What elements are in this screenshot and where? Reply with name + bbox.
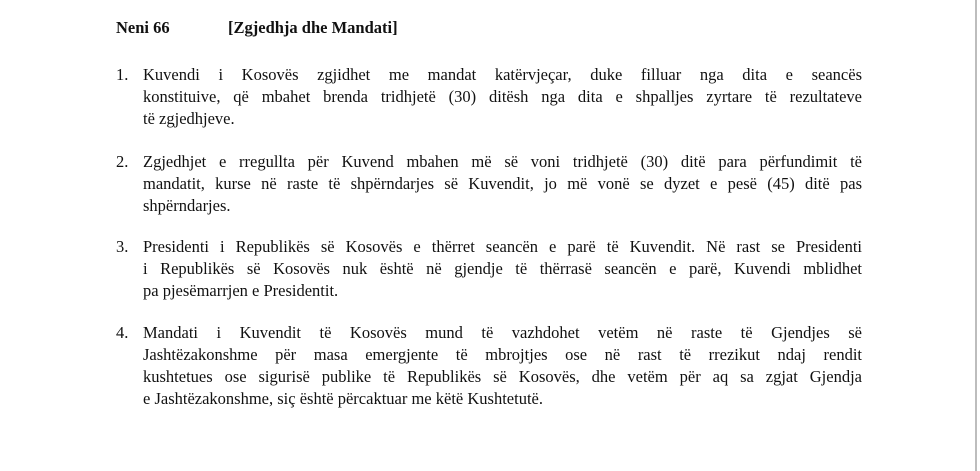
text-line: kushtetues ose sigurisë publike të Republikës së Kosovës, dhe vetëm për aq sa zgjat Gjendja [143, 367, 862, 386]
text-line: konstituive, që mbahet brenda tridhjetë (30) ditësh nga dita e shpalljes zyrtare të rezultateve [143, 87, 862, 106]
text-line: Kuvendi i Kosovës zgjidhet me mandat katërvjeçar, duke filluar nga dita e seancës [143, 65, 862, 84]
text-line: Zgjedhjet e rregullta për Kuvend mbahen më së voni tridhjetë (30) ditë para përfundimit të [143, 152, 862, 171]
paragraph-1 [116, 64, 862, 130]
text-line: Mandati i Kuvendit të Kosovës mund të vazhdohet vetëm në raste të Gjendjes së [143, 323, 862, 342]
page-edge [975, 0, 977, 471]
text-line: të zgjedhjeve. [143, 109, 235, 128]
text-line: pa pjesëmarrjen e Presidentit. [143, 281, 339, 300]
text-line: shpërndarjes. [143, 196, 231, 215]
article-number: Neni 66 [116, 18, 170, 37]
text-line: mandatit, kurse në raste të shpërndarjes së Kuvendit, jo më vonë se dyzet e pesë (45) ditë pas [143, 174, 862, 193]
paragraph-number: 4. [116, 323, 129, 342]
text-line: Presidenti i Republikës së Kosovës e thërret seancën e parë të Kuvendit. Në rast se Presidenti [143, 237, 862, 256]
article-heading [116, 17, 398, 39]
text-line: Jashtëzakonshme për masa emergjente të mbrojtjes ose në rast të rrezikut ndaj rendit [143, 345, 862, 364]
text-line: i Republikës së Kosovës nuk është në gjendje të thërrasë seancën e parë, Kuvendi mblidhet [143, 259, 862, 278]
article-title: [Zgjedhja dhe Mandati] [228, 18, 398, 37]
paragraph-number: 2. [116, 152, 129, 171]
text-line: e Jashtëzakonshme, siç është përcaktuar me këtë Kushtetutë. [143, 389, 543, 408]
paragraph-2 [116, 151, 862, 217]
paragraph-number: 1. [116, 65, 129, 84]
paragraph-number: 3. [116, 237, 129, 256]
paragraph-4 [116, 322, 862, 410]
paragraph-3 [116, 236, 862, 302]
